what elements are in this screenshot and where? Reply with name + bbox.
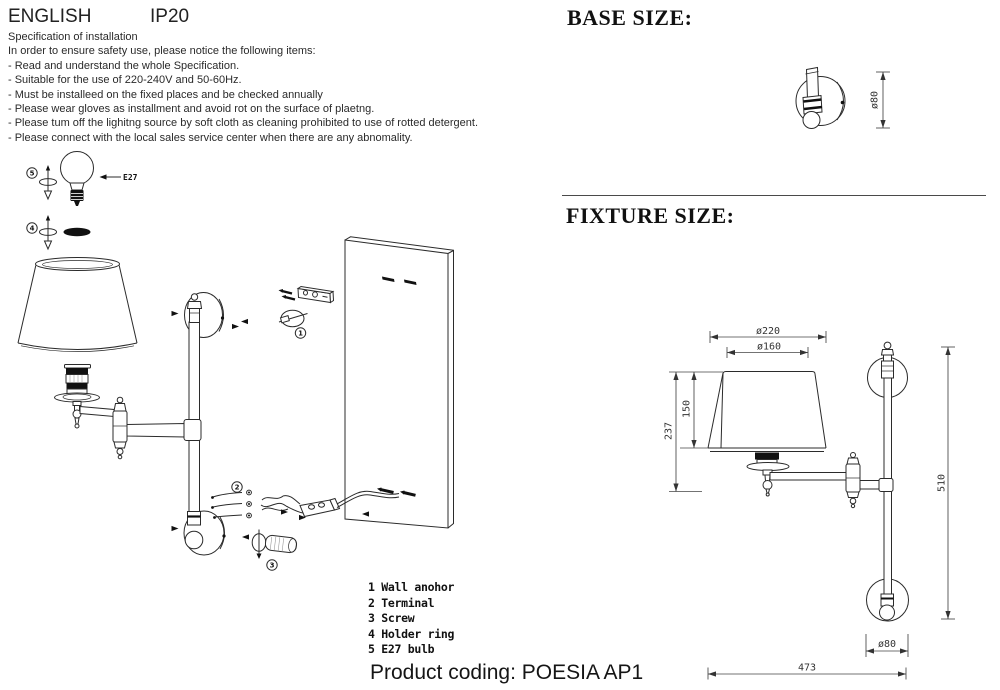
dim-overall-width-label: 473 xyxy=(797,662,817,674)
fixture-drawing xyxy=(708,342,909,621)
section-divider xyxy=(562,195,986,196)
wall-panel-drawing xyxy=(345,237,454,528)
dimension-shade-top xyxy=(710,326,826,343)
wall-mount-top-drawing xyxy=(172,293,249,338)
step-marker-screw xyxy=(267,560,277,570)
dimension-shade-inner xyxy=(727,342,808,359)
spec-item: - Please tum off the lighitng source by soft cloth as cleaning prohibited to use of rotted detergent. xyxy=(8,117,479,130)
parts-item: 1 Wall anohor xyxy=(368,580,455,594)
base-size-diagram xyxy=(770,50,910,150)
svg-text:5: 5 xyxy=(29,169,35,178)
base-drawing xyxy=(796,68,845,129)
bulb-drawing xyxy=(61,152,138,207)
parts-item: 2 Terminal xyxy=(368,595,435,610)
dim-shade-inner-label: ø160 xyxy=(756,341,782,353)
step-marker-bulb xyxy=(27,168,37,178)
specification-text xyxy=(8,30,548,145)
spec-item: - Suitable for the use of 220-240V and 50-60Hz. xyxy=(8,74,242,87)
turn-arrow-icon xyxy=(40,215,57,249)
base-diameter-label: ø80 xyxy=(869,90,881,110)
parts-item: 5 E27 bulb xyxy=(368,642,435,657)
dimension-base-diameter xyxy=(866,634,908,657)
product-coding: Product coding: POESIA AP1 xyxy=(370,661,644,684)
svg-text:3: 3 xyxy=(269,561,275,570)
spec-item: - Read and understand the whole Specification. xyxy=(8,59,240,72)
dimension-head-drop xyxy=(664,372,703,492)
language-label: ENGLISH xyxy=(8,6,92,27)
svg-text:2: 2 xyxy=(234,483,240,492)
svg-text:1: 1 xyxy=(298,329,303,338)
spec-title: Specification of installation xyxy=(8,31,138,43)
holder-ring-drawing xyxy=(64,228,91,236)
base-diameter-dimension xyxy=(870,72,891,128)
lampshade-drawing xyxy=(18,258,137,352)
parts-item: 4 Holder ring xyxy=(368,626,455,641)
base-size-heading: BASE SIZE: xyxy=(567,5,693,30)
spec-intro: In order to ensure safety use, please notice the following items: xyxy=(8,45,316,58)
dim-base-diameter-label: ø80 xyxy=(877,639,897,650)
installation-diagram xyxy=(0,148,500,588)
step-marker-holder-ring xyxy=(27,223,37,233)
turn-arrow-icon xyxy=(40,165,57,199)
ip-rating-label: IP20 xyxy=(150,6,190,27)
dimension-shade-height xyxy=(669,372,723,448)
screw-drawing xyxy=(242,530,297,560)
dimension-pole-length xyxy=(937,347,956,619)
spec-item: - Must be installeed on the fixed places and be checked annually xyxy=(8,88,323,101)
fixture-size-heading: FIXTURE SIZE: xyxy=(566,203,735,228)
svg-text:4: 4 xyxy=(29,224,35,233)
step-marker-wall-anchor xyxy=(295,328,305,338)
dim-shade-height-label: 150 xyxy=(681,399,693,419)
dim-shade-top-label: ø220 xyxy=(755,326,781,337)
spec-item: - Please wear gloves as installment and avoid rot on the surface of plaetng. xyxy=(8,103,375,116)
step-marker-terminal xyxy=(232,482,242,492)
swing-arm-drawing xyxy=(80,397,201,459)
parts-list xyxy=(368,580,454,658)
fixture-size-diagram xyxy=(660,320,1000,690)
dim-head-drop-label: 237 xyxy=(663,421,675,441)
e27-socket-label: E27 xyxy=(123,173,138,182)
parts-item: 3 Screw xyxy=(368,611,415,626)
spec-item: - Please connect with the local sales service center when there are any abnomality. xyxy=(8,131,413,144)
dim-pole-length-label: 510 xyxy=(936,473,948,493)
socket-drawing xyxy=(55,365,100,429)
dimension-overall-width xyxy=(708,663,906,680)
